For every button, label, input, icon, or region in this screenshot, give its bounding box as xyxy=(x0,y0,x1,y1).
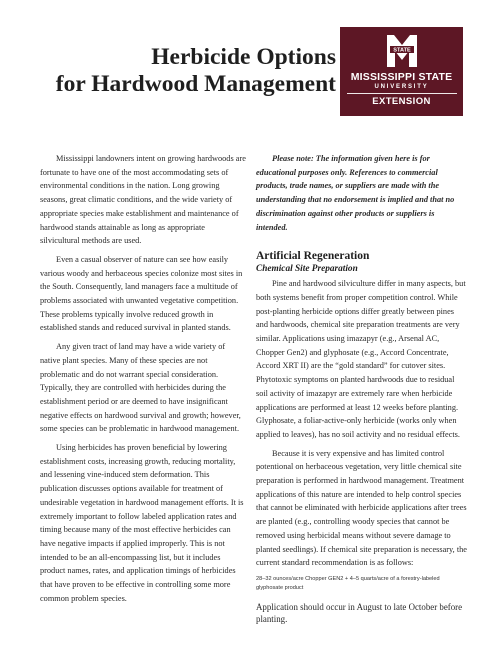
subsection-heading: Chemical Site Preparation xyxy=(256,264,358,275)
logo-line-3: EXTENSION xyxy=(372,96,431,107)
logo-line-2: UNIVERSITY xyxy=(374,84,429,90)
intro-paragraph-3: Any given tract of land may have a wide variety of native plant species. Many of these species are not problematic and do not warrant special consideration. Typically, they are controlled with herbicides during the establishment period or are deemed to have insignificant negative effects on hardwood survival and growth; however, some species can be problematic in hardwood management. xyxy=(40,342,241,434)
shield-text: STATE xyxy=(392,47,411,54)
body-paragraph-2: Because it is very expensive and has limited control potentional on herbaceous vegetation, very little chemical site preparation is performed in hardwood management. Treatment applications of this nature are intended to help control species that cannot be eliminated with herbicide applications after trees are planted (e.g., controlling woody species that cannot be removed using herbicidal means without severe damage to planted seedlings). If chemical site preparation is necessary, the current standard recommendation is as follows: xyxy=(256,448,467,568)
disclaimer-note: Please note: The information given here is for educational purposes only. References to commercial products, trade names, or suppliers are made with the understanding that no endorsement is implied and that no discrimination against other products or suppliers is intended. xyxy=(256,154,455,232)
state-shield-icon xyxy=(385,32,419,70)
page-title xyxy=(0,44,336,98)
body-paragraph-1: Pine and hardwood silviculture differ in many aspects, but both systems benefit from proper competition control. While post-planting herbicide options differ greatly between pines and hardwoods, chemical site preparation treatments are very similar. Applications using imazapyr (e.g., Arsenal AC, Chopper Gen2) and glyphosate (e.g., Accord Concentrate, Accord XRT II) are the “gold standard” for cutover sites. Phytotoxic symptoms on planted hardwoods due to residual soil activity of imazapyr are extremely rare when herbicide applications are performed at least 12 weeks before planting. Glyphosate, a foliar-active-only herbicide (works only when applied to leaves), has no soil activity and no residual effects. xyxy=(256,279,466,439)
intro-paragraph-4: Using herbicides has proven beneficial by lowering establishment costs, increasing growth, reducing mortality, and lessening vine-induced stem deformation. This publication discusses options available for treatment of undesirable vegetation in hardwood management efforts. It is extremely important to follow labeled application rates and timing because many of the most effective herbicides can have negative impacts if applied improperly. This is not intended to be an all-encompassing list, but it includes product names, rates, and application timings of herbicides that have proven to be effective in controlling some more common problem species. xyxy=(40,443,244,603)
right-column xyxy=(256,152,468,630)
extension-logo xyxy=(340,27,463,116)
recommendation-text: 28–32 ounces/acre Chopper GEN2 + 4–5 quarts/acre of a forestry-labeled glyphosate product xyxy=(256,575,440,591)
section-heading: Artificial Regeneration xyxy=(256,250,370,263)
logo-divider xyxy=(347,93,457,94)
intro-paragraph-2: Even a casual observer of nature can see how easily various woody and herbaceous species colonize most sites in the South. Consequently, land managers face a multitude of problems associated with unwanted vegetative competition. These problems typically involve reduced growth in established stands and reduced survival in planted stands. xyxy=(40,254,243,333)
left-column xyxy=(40,152,246,611)
application-timing: Application should occur in August to late October before planting. xyxy=(256,601,463,624)
logo-line-1: MISSISSIPPI STATE xyxy=(350,71,453,83)
title-line-2: for Hardwood Management xyxy=(55,71,336,97)
intro-paragraph-1: Mississippi landowners intent on growing hardwoods are fortunate to have one of the most accommodating sets of environmental conditions in the nation. Long growing seasons, great climatic conditions, and the wide variety of appropriate species make establishment and maintenance of hardwood stands attainable as long as appropriate silvicultural methods are used. xyxy=(40,154,246,246)
title-line-1: Herbicide Options xyxy=(151,44,336,70)
